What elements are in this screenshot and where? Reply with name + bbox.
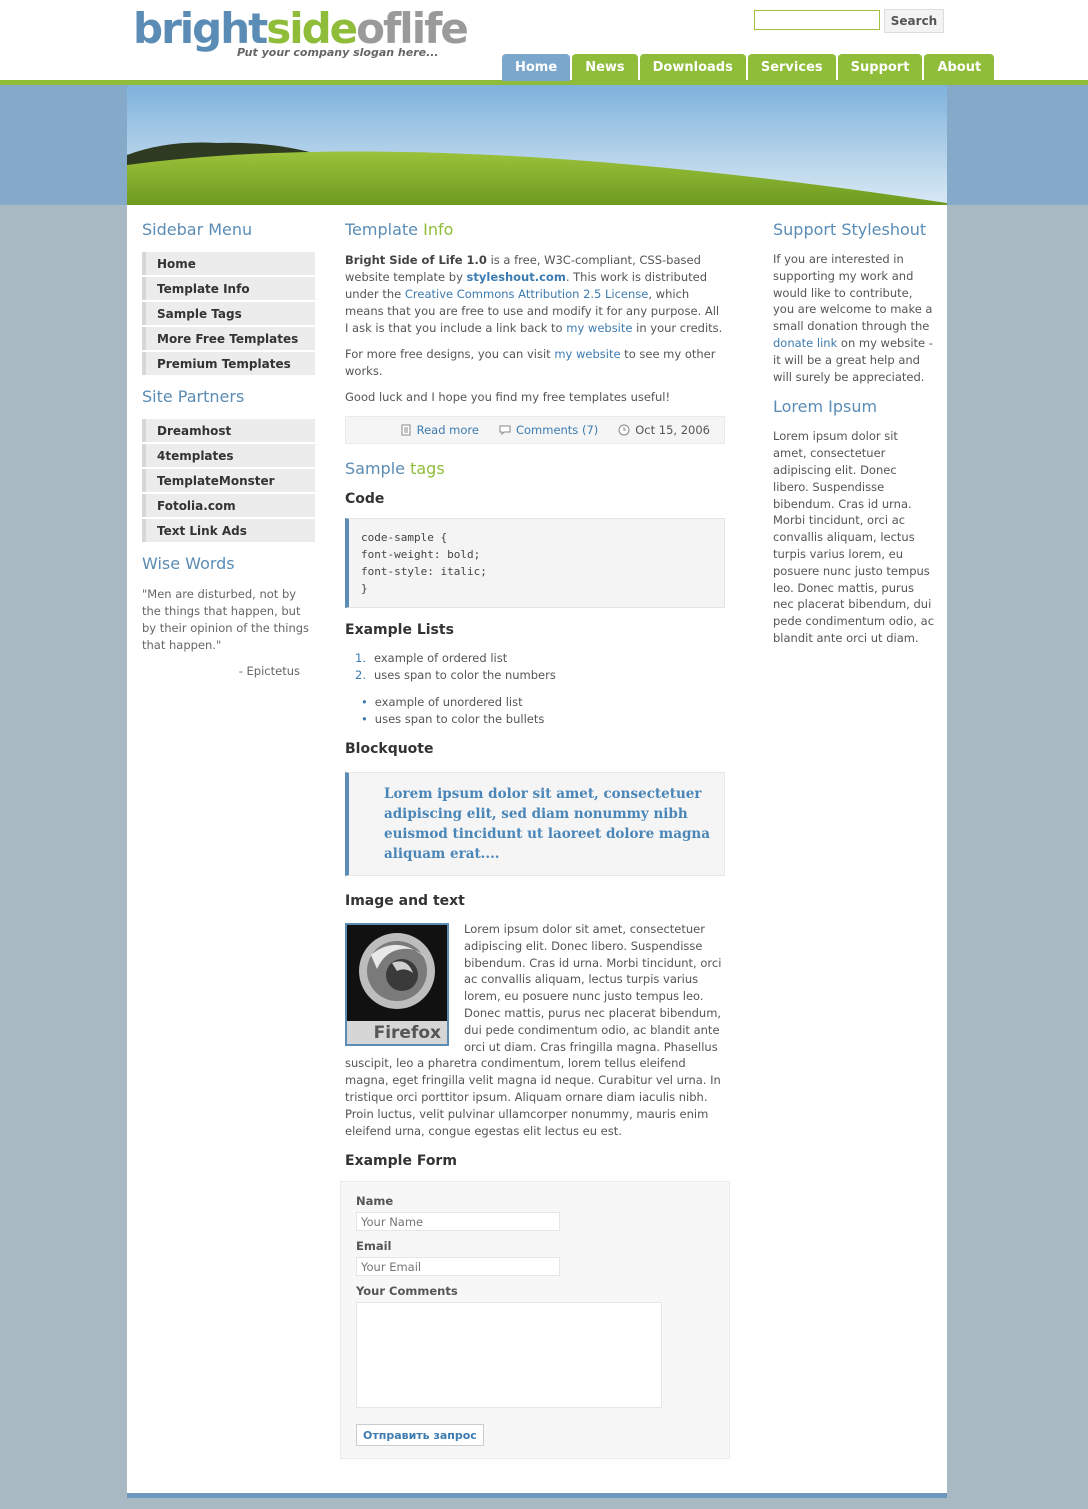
donate-link[interactable]: donate link xyxy=(773,335,838,350)
slogan: Put your company slogan here... xyxy=(237,46,439,59)
lorem-paragraph: Lorem ipsum dolor sit amet, consectetuer adipiscing elit. Donec libero. Suspendisse bibendum. Cras id urna. Morbi tincidunt, orci ac convallis aliquam, lectus turpis varius lorem, eu posuere nunc justo tempus leo. Donec mattis, purus nec placerat bibendum, dui pede condimentum odio, ac blandit ante orci ut diam. xyxy=(773,429,935,645)
support-paragraph xyxy=(773,251,935,385)
support-text-2: on my website - it will be a great help and will surely be appreciated. xyxy=(773,335,933,384)
wise-quote: "Men are disturbed, not by the things that happen, but by their opinion of the things that happen." xyxy=(142,587,310,652)
sidebar-item-more-free-templates[interactable]: More Free Templates xyxy=(142,327,315,350)
image-paragraph: Lorem ipsum dolor sit amet, consectetuer adipiscing elit. Donec libero. Suspendisse bibendum. Cras id urna. Morbi tincidunt, orci ac convallis aliquam, lectus turpis varius lorem, eu posuere nunc justo tempus leo. Donec mattis, purus nec placerat bibendum, dui pede condimentum odio, ac blandit ante orci ut diam. Cras fringilla magna. Phasellus suscipit, leo a pharetra condimentum, lorem tellus eleifend magna, eget fringilla velit magna id neque. Curabitur vel urna. In tristique orci porttitor ipsum. Aliquam ornare diam iaculis nibh. Proin luctus, velit pulvinar ullamcorper nonummy, mauris enim eleifend urna, congue egestas elit lectus eu est. xyxy=(345,922,722,1138)
logo-part-side: side xyxy=(266,4,357,53)
sidebar-menu xyxy=(142,252,315,375)
partner-item-templatemonster[interactable]: TemplateMonster xyxy=(142,469,315,492)
nav-tab-support[interactable]: Support xyxy=(838,54,923,81)
sidebar-item-sample-tags[interactable]: Sample Tags xyxy=(142,302,315,325)
my-website-link-2[interactable]: my website xyxy=(554,347,621,361)
nav-tab-downloads[interactable]: Downloads xyxy=(640,54,746,81)
template-info-title-a: Template xyxy=(345,220,424,239)
unordered-item-text: example of unordered list xyxy=(374,695,523,709)
ordered-item-text: example of ordered list xyxy=(373,651,508,665)
unordered-list-item: • uses span to color the bullets xyxy=(361,712,545,726)
lorem-title: Lorem Ipsum xyxy=(773,397,878,417)
more-designs-paragraph xyxy=(345,346,725,380)
blockquote: Lorem ipsum dolor sit amet, consectetuer adipiscing elit, sed diam nonummy nibh euismod tincidunt ut laoreet dolore magna aliquam erat.... xyxy=(345,772,725,876)
partner-item-fotolia[interactable]: Fotolia.com xyxy=(142,494,315,517)
date-item xyxy=(618,423,710,437)
read-more-item[interactable] xyxy=(400,423,479,437)
content-page xyxy=(127,205,947,1494)
email-label: Email xyxy=(356,1239,392,1254)
read-more-link[interactable]: Read more xyxy=(416,423,479,437)
comments-link[interactable]: Comments (7) xyxy=(515,423,599,437)
example-form xyxy=(340,1181,730,1459)
sample-tags-title xyxy=(345,459,725,478)
unordered-list-item: • example of unordered list xyxy=(361,695,523,709)
unordered-item-text: uses span to color the bullets xyxy=(374,712,545,726)
main-nav xyxy=(502,54,994,81)
blockquote-heading: Blockquote xyxy=(345,741,434,757)
my-website-link[interactable]: my website xyxy=(566,321,633,335)
comment-icon xyxy=(499,424,511,436)
support-title: Support Styleshout xyxy=(773,220,927,239)
nav-tab-news[interactable]: News xyxy=(572,54,637,81)
partner-item-4templates[interactable]: 4templates xyxy=(142,444,315,467)
sidebar-item-home[interactable]: Home xyxy=(142,252,315,275)
code-heading: Code xyxy=(345,491,385,507)
unordered-list xyxy=(361,694,725,728)
partners-menu xyxy=(142,419,315,542)
post-meta xyxy=(345,416,725,444)
partner-item-dreamhost[interactable]: Dreamhost xyxy=(142,419,315,442)
nav-tab-home[interactable]: Home xyxy=(502,54,570,81)
intro-text-3: , which means that you are free to use and modify it for any purpose. All I ask is that you include a link back to xyxy=(345,287,720,335)
template-info-title xyxy=(345,220,725,239)
image-text-heading: Image and text xyxy=(345,893,465,909)
ordered-list-item: 2. uses span to color the numbers xyxy=(355,668,556,682)
clock-icon xyxy=(618,424,630,436)
site-partners-title: Site Partners xyxy=(142,387,245,406)
sidebar-item-premium-templates[interactable]: Premium Templates xyxy=(142,352,315,375)
email-field[interactable] xyxy=(356,1257,560,1276)
ordered-list xyxy=(355,650,725,684)
sidebar-menu-title: Sidebar Menu xyxy=(142,220,253,239)
intro-text-1: is a free, W3C-compliant, CSS-based website template by xyxy=(345,253,701,284)
post-date: Oct 15, 2006 xyxy=(635,423,710,437)
support-text-1: If you are interested in supporting my work and would like to contribute, you are welcome to make a small donation through the xyxy=(773,252,933,334)
intro-text-2: . This work is distributed under the xyxy=(345,270,708,301)
code-sample: code-sample { font-weight: bold; font-style: italic; } xyxy=(345,518,725,608)
template-info-title-b: Info xyxy=(423,220,454,239)
form-heading: Example Form xyxy=(345,1153,457,1170)
main-content xyxy=(345,220,725,1459)
firefox-image xyxy=(345,923,449,1046)
logo-part-bright: bright xyxy=(133,4,267,53)
intro-strong: Bright Side of Life 1.0 xyxy=(345,253,487,267)
ordered-list-item: 1. example of ordered list xyxy=(355,651,508,665)
nav-tab-services[interactable]: Services xyxy=(748,54,836,81)
logo-part-oflife: oflife xyxy=(356,4,467,53)
wise-words-title: Wise Words xyxy=(142,554,235,573)
more-designs-text-1: For more free designs, you can visit xyxy=(345,347,555,361)
license-link[interactable]: Creative Commons Attribution 2.5 License xyxy=(404,287,649,301)
ordered-item-text: uses span to color the numbers xyxy=(373,668,556,682)
sample-tags-title-b: tags xyxy=(410,459,445,478)
search-input[interactable] xyxy=(754,10,880,30)
sample-tags-title-a: Sample xyxy=(345,459,411,478)
footer-divider xyxy=(127,1493,947,1498)
hero-image xyxy=(127,85,947,205)
right-sidebar xyxy=(773,220,935,659)
name-field[interactable] xyxy=(356,1212,560,1231)
search-button[interactable]: Search xyxy=(884,9,944,33)
page-icon xyxy=(400,424,412,436)
comments-item[interactable] xyxy=(499,423,598,437)
comments-label: Your Comments xyxy=(356,1284,458,1299)
firefox-caption: Firefox xyxy=(373,1023,441,1044)
image-and-text xyxy=(345,921,725,1139)
name-label: Name xyxy=(356,1194,394,1209)
nav-tab-about[interactable]: About xyxy=(924,54,994,81)
comments-textarea[interactable] xyxy=(356,1302,662,1408)
sidebar-item-template-info[interactable]: Template Info xyxy=(142,277,315,300)
partner-item-text-link-ads[interactable]: Text Link Ads xyxy=(142,519,315,542)
intro-text-4: in your credits. xyxy=(632,321,723,335)
styleshout-link[interactable]: styleshout.com xyxy=(466,270,566,284)
submit-button[interactable]: Отправить запрос xyxy=(356,1424,484,1446)
intro-paragraph xyxy=(345,252,725,337)
left-sidebar xyxy=(142,220,315,678)
quote-author: - Epictetus xyxy=(238,664,300,678)
good-luck-paragraph: Good luck and I hope you find my free templates useful! xyxy=(345,390,671,404)
lists-heading: Example Lists xyxy=(345,622,454,638)
more-designs-text-2: to see my other works. xyxy=(345,347,716,378)
